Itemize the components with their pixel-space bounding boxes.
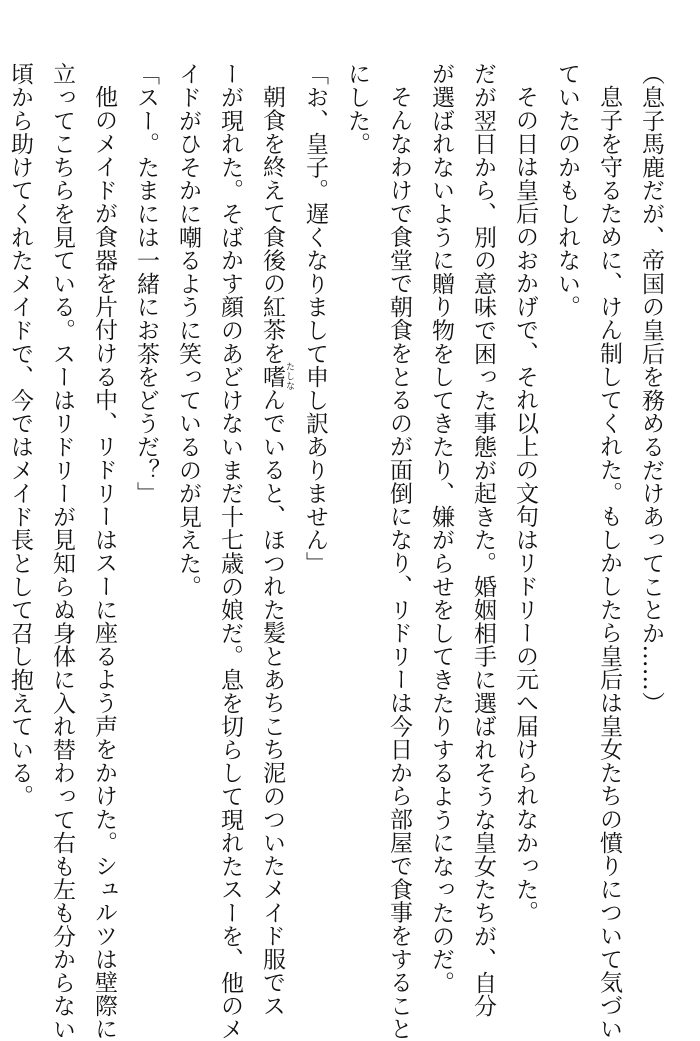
text-line: 息子を守るために、けん制してくれた。もしかしたら皇后は皇女たちの憤りについて気づい [596, 85, 622, 1041]
text-line: 他のメイドが食器を片付ける中、リドリーはスーに座るよう声をかけた。シュルツは壁際に [91, 85, 117, 1041]
text-line: イドがひそかに嘲るように笑っているのが見えた。 [175, 62, 201, 598]
ruby-annotation: 嗜 たしな [259, 362, 294, 391]
text-line-with-ruby [251, 62, 294, 1018]
text-line: ていたのかもしれない。 [554, 62, 580, 319]
text-line: が選ばれないように贈り物をしてきたり、嫌がらせをしてきたりするようになったのだ。 [428, 62, 454, 994]
text-line: 立ってこちらを見ている。スーはリドリーが見知らぬ身体に入れ替わって右も左も分からない [49, 62, 75, 1041]
text-line: （息子馬鹿だが、帝国の皇后を務めるだけあってことか……） [638, 62, 664, 715]
text-line: その日は皇后のおかげで、それ以上の文句はリドリーの元へ届けられなかった。 [512, 85, 538, 924]
text-segment: 朝食を終えて食後の紅茶を [259, 85, 285, 365]
text-line: 頃から助けてくれたメイドで、今ではメイド長として召し抱えている。 [7, 62, 33, 808]
text-line: そんなわけで食堂で朝食をとるのが面倒になり、リドリーは今日から部屋で食事をすること [386, 85, 412, 1041]
vertical-text-body [7, 62, 672, 1041]
text-line: だが翌日から、別の意味で困った事態が起きた。婚姻相手に選ばれそうな皇女たちが、自分 [470, 62, 496, 1018]
text-line: ーが現れた。そばかす顔のあどけないまだ十七歳の娘だ。息を切らして現れたスーを、他のメ [217, 62, 243, 1041]
text-line: 「お、皇子。遅くなりまして申し訳ありません」 [302, 62, 328, 575]
text-line: にした。 [344, 62, 370, 156]
text-line: 「スー。たまには一緒にお茶をどうだ？」 [133, 62, 159, 505]
text-segment: んでいると、ほつれた髪とあちこち泥のついたメイド服でス [259, 387, 285, 1018]
